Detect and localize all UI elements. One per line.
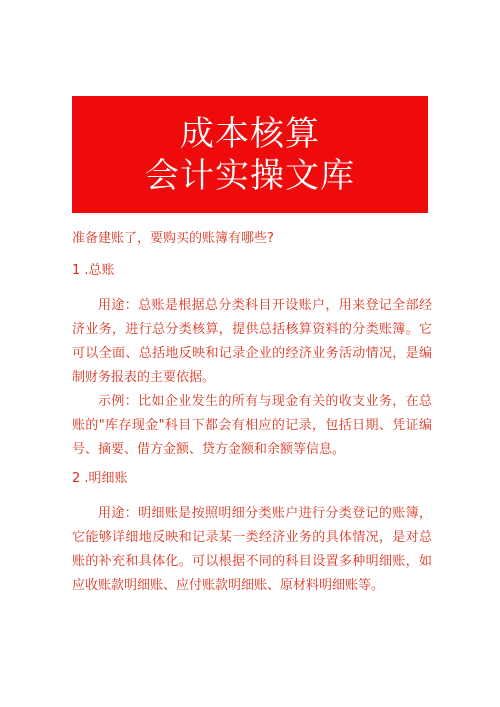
- section-heading-subsidiary-ledger: 2 .明细账: [72, 471, 128, 486]
- intro-question: 准备建账了，要购买的账簿有哪些?: [72, 231, 274, 246]
- general-ledger-example-paragraph: 示例：比如企业发生的所有与现金有关的收支业务，在总账的"库存现金"科目下都会有相应的记录，包括日期、凭证编号、摘要、借方金额、贷方金额和余额等信息。: [72, 394, 432, 457]
- document-body: [72, 228, 432, 598]
- general-ledger-usage-paragraph: 用途：总账是根据总分类科目开设账户，用来登记全部经济业务，进行总分类核算，提供总括核算资料的分类账簿。它可以全面、总括地反映和记录企业的经济业务活动情况，是编制财务报表的主要依据。: [72, 298, 432, 385]
- title-banner: [72, 96, 428, 213]
- banner-title-line-1: 成本核算: [180, 113, 320, 154]
- subsidiary-ledger-usage-paragraph: 用途：明细账是按照明细分类账户进行分类登记的账簿，它能够详细地反映和记录某一类经济业务的具体情况，是对总账的补充和具体化。可以根据不同的科目设置多种明细账，如应收账款明细账、应付账款明细账、原材料明细账等。: [72, 506, 432, 593]
- section-heading-general-ledger: 1 .总账: [72, 263, 115, 278]
- banner-title-line-2: 会计实操文库: [145, 155, 355, 196]
